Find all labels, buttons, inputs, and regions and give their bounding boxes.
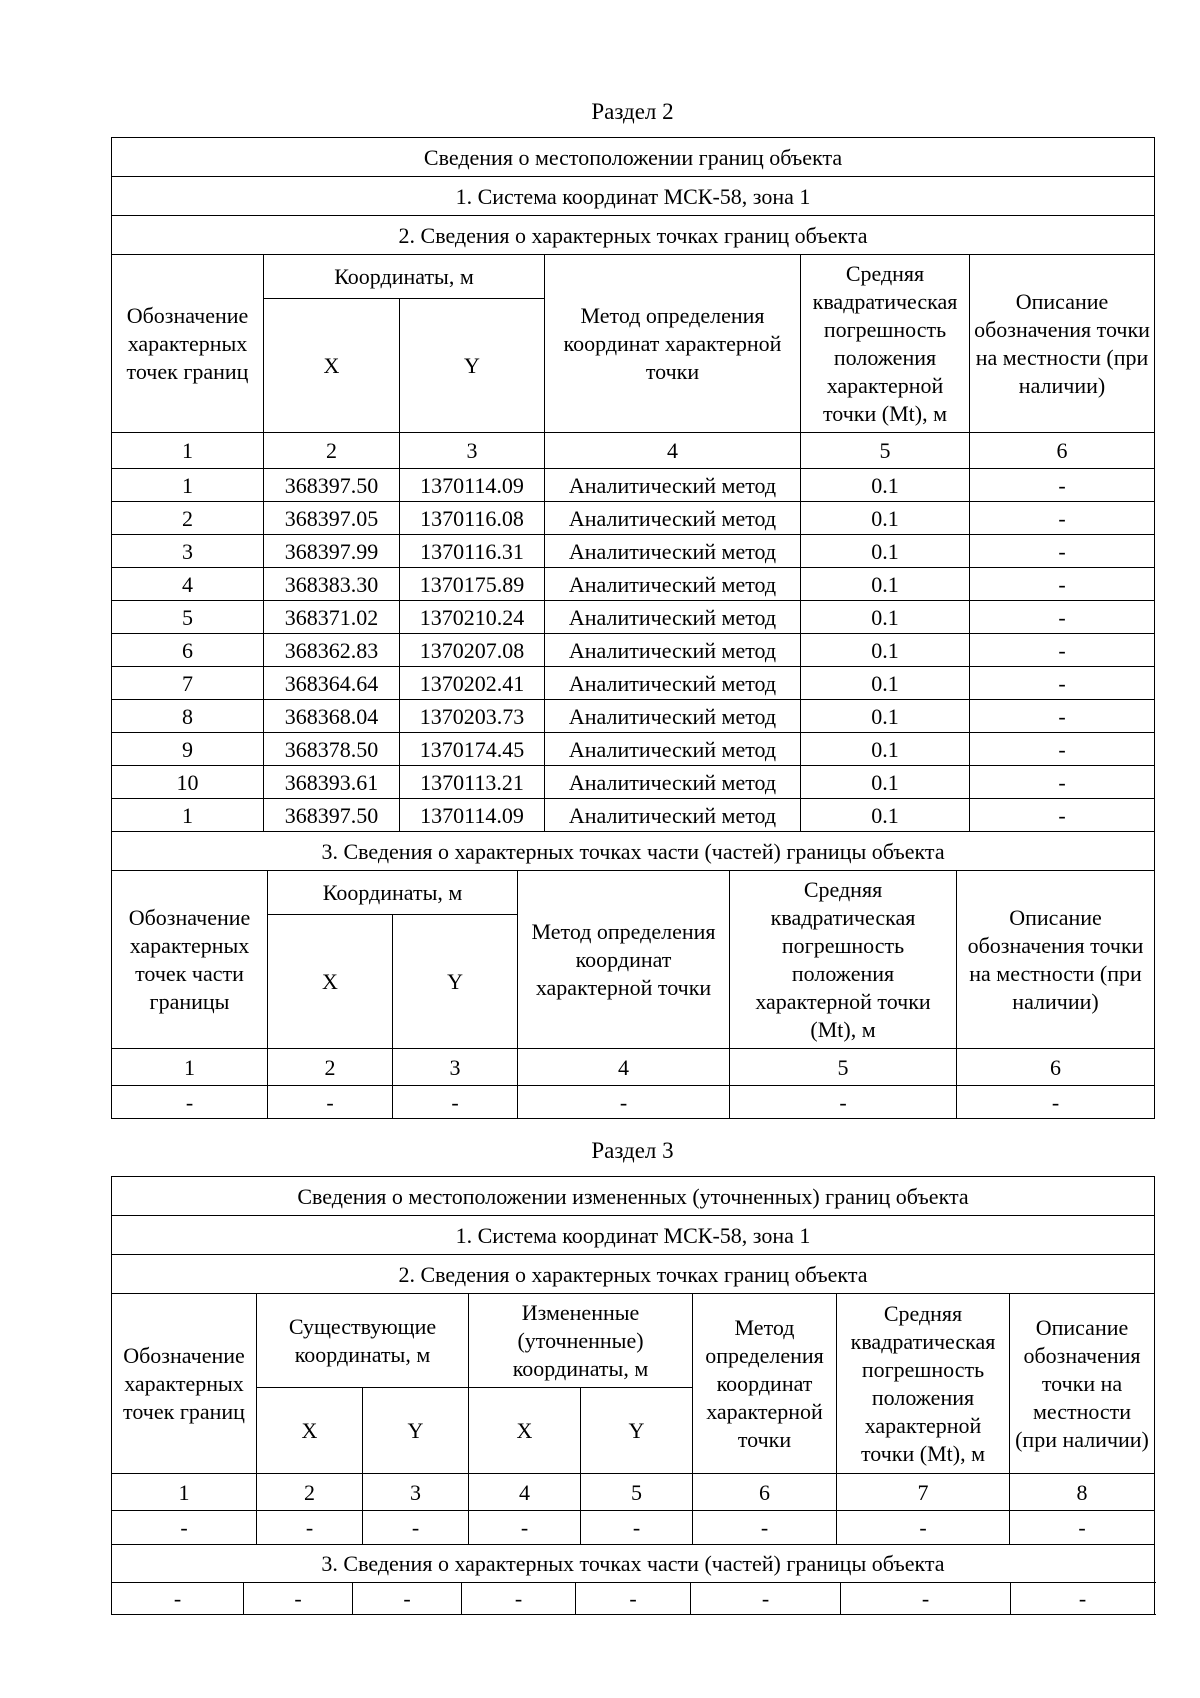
table-cell: 0.1 — [801, 667, 970, 700]
header-accuracy: Средняя квадратическая погрешность положения характерной точки (Mt), м — [801, 255, 970, 433]
header-existing-coordinates: Существующие координаты, м — [257, 1294, 469, 1388]
table-cell: - — [112, 1583, 244, 1615]
col-number: 2 — [257, 1474, 363, 1511]
table-cell: Аналитический метод — [545, 568, 801, 601]
table-cell: 0.1 — [801, 568, 970, 601]
table-cell: - — [353, 1583, 462, 1615]
table-cell: - — [576, 1583, 691, 1615]
col-number: 2 — [264, 433, 400, 469]
parts-header-x: X — [268, 915, 393, 1049]
col-number: 5 — [581, 1474, 693, 1511]
table-cell: - — [112, 1511, 257, 1545]
table-row — [112, 1583, 1155, 1615]
table-row — [112, 1086, 1155, 1119]
section2-title: Раздел 2 — [591, 99, 674, 124]
table-row — [112, 535, 1155, 568]
table-cell: 5 — [112, 601, 264, 634]
col-number: 8 — [1010, 1474, 1155, 1511]
table-cell: - — [730, 1086, 957, 1119]
table-cell: Аналитический метод — [545, 502, 801, 535]
table-cell: Аналитический метод — [545, 733, 801, 766]
table-cell: 0.1 — [801, 700, 970, 733]
col-number: 1 — [112, 433, 264, 469]
table-row — [112, 502, 1155, 535]
table-cell: 1370175.89 — [400, 568, 545, 601]
table-cell: - — [970, 733, 1155, 766]
column-numbers-row — [112, 1474, 1155, 1511]
col-number: 6 — [957, 1049, 1155, 1086]
header-accuracy: Средняя квадратическая погрешность положения характерной точки (Mt), м — [837, 1294, 1010, 1474]
table-cell: Аналитический метод — [545, 535, 801, 568]
parts-header-accuracy: Средняя квадратическая погрешность положения характерной точки (Mt), м — [730, 871, 957, 1049]
table-cell: Аналитический метод — [545, 634, 801, 667]
table-cell: 1370114.09 — [400, 799, 545, 832]
parts-header-coordinates: Координаты, м — [268, 871, 518, 915]
table-cell: 3 — [112, 535, 264, 568]
header-y: Y — [400, 299, 545, 433]
col-number: 4 — [518, 1049, 730, 1086]
table-cell: 368368.04 — [264, 700, 400, 733]
col-number: 6 — [970, 433, 1155, 469]
table-cell: Аналитический метод — [545, 799, 801, 832]
table-cell: 368397.05 — [264, 502, 400, 535]
parts-header-y: Y — [393, 915, 518, 1049]
table-cell: - — [970, 601, 1155, 634]
parts-heading: 3. Сведения о характерных точках части (частей) границы объекта — [112, 1545, 1155, 1583]
table-cell: 368378.50 — [264, 733, 400, 766]
table-cell: 368362.83 — [264, 634, 400, 667]
section2-table — [111, 137, 1155, 871]
table-row — [112, 1511, 1155, 1545]
table-cell: - — [970, 535, 1155, 568]
table-cell: 0.1 — [801, 634, 970, 667]
header-designation: Обозначение характерных точек границ — [112, 1294, 257, 1474]
table-cell: Аналитический метод — [545, 700, 801, 733]
column-numbers-row — [112, 433, 1155, 469]
table-cell: - — [837, 1511, 1010, 1545]
col-number: 1 — [112, 1049, 268, 1086]
table-cell: 0.1 — [801, 469, 970, 502]
table-row — [112, 634, 1155, 667]
section3-table — [111, 1176, 1155, 1583]
header-y-existing: Y — [363, 1388, 469, 1474]
header-description: Описание обозначения точки на местности (при наличии) — [1010, 1294, 1155, 1474]
table-cell: - — [1011, 1583, 1155, 1615]
section2-parts-table — [111, 870, 1155, 1119]
table-cell: Аналитический метод — [545, 766, 801, 799]
points-heading: 2. Сведения о характерных точках границ объекта — [112, 216, 1155, 255]
table-cell: 368397.50 — [264, 799, 400, 832]
header-designation: Обозначение характерных точек границ — [112, 255, 264, 433]
table-cell: - — [581, 1511, 693, 1545]
table-cell: 4 — [112, 568, 264, 601]
table-cell: - — [693, 1511, 837, 1545]
table-cell: 1370210.24 — [400, 601, 545, 634]
table-cell: Аналитический метод — [545, 667, 801, 700]
header-y-changed: Y — [581, 1388, 693, 1474]
col-number: 7 — [837, 1474, 1010, 1511]
col-number: 4 — [469, 1474, 581, 1511]
table-cell: Аналитический метод — [545, 469, 801, 502]
header-x-existing: X — [257, 1388, 363, 1474]
table-cell: 0.1 — [801, 601, 970, 634]
table-cell: - — [518, 1086, 730, 1119]
col-number: 2 — [268, 1049, 393, 1086]
table-cell: - — [257, 1511, 363, 1545]
table-cell: 8 — [112, 700, 264, 733]
points-heading: 2. Сведения о характерных точках границ объекта — [112, 1255, 1155, 1294]
table-cell: - — [970, 502, 1155, 535]
table-cell: 368393.61 — [264, 766, 400, 799]
table-cell: 0.1 — [801, 733, 970, 766]
table-row — [112, 700, 1155, 733]
table-cell: 1370203.73 — [400, 700, 545, 733]
header-x: X — [264, 299, 400, 433]
table-cell: - — [112, 1086, 268, 1119]
table-row — [112, 568, 1155, 601]
table-row — [112, 799, 1155, 832]
parts-header-method: Метод определения координат характерной точки — [518, 871, 730, 1049]
table-cell: - — [970, 634, 1155, 667]
table-row — [112, 667, 1155, 700]
table-cell: - — [970, 568, 1155, 601]
table-cell: - — [970, 667, 1155, 700]
col-number: 4 — [545, 433, 801, 469]
table-cell: 368397.99 — [264, 535, 400, 568]
table-cell: 1370202.41 — [400, 667, 545, 700]
table-cell: - — [970, 469, 1155, 502]
table-cell: 0.1 — [801, 766, 970, 799]
section3-title: Раздел 3 — [591, 1138, 674, 1163]
table-row — [112, 766, 1155, 799]
table-cell: 0.1 — [801, 799, 970, 832]
col-number: 5 — [730, 1049, 957, 1086]
table-cell: 9 — [112, 733, 264, 766]
table-cell: 10 — [112, 766, 264, 799]
col-number: 3 — [363, 1474, 469, 1511]
table-cell: 0.1 — [801, 535, 970, 568]
table-cell: 1370116.31 — [400, 535, 545, 568]
table-cell: - — [841, 1583, 1011, 1615]
table-cell: 368383.30 — [264, 568, 400, 601]
table-row — [112, 469, 1155, 502]
table-row — [112, 601, 1155, 634]
table-cell: 368371.02 — [264, 601, 400, 634]
table-cell: 1370113.21 — [400, 766, 545, 799]
table-cell: - — [469, 1511, 581, 1545]
parts-header-description: Описание обозначения точки на местности (при наличии) — [957, 871, 1155, 1049]
header-description: Описание обозначения точки на местности (при наличии) — [970, 255, 1155, 433]
table-cell: - — [268, 1086, 393, 1119]
table-cell: 7 — [112, 667, 264, 700]
parts-header-designation: Обозначение характерных точек части границы — [112, 871, 268, 1049]
table-cell: Аналитический метод — [545, 601, 801, 634]
table-cell: 0.1 — [801, 502, 970, 535]
table-cell: - — [970, 766, 1155, 799]
col-number: 5 — [801, 433, 970, 469]
table-cell: 368397.50 — [264, 469, 400, 502]
col-number: 1 — [112, 1474, 257, 1511]
table-cell: 368364.64 — [264, 667, 400, 700]
header-changed-coordinates: Измененные (уточненные) координаты, м — [469, 1294, 693, 1388]
table-title: Сведения о местоположении границ объекта — [112, 138, 1155, 177]
table-cell: 6 — [112, 634, 264, 667]
table-cell: 1370114.09 — [400, 469, 545, 502]
table-cell: - — [970, 799, 1155, 832]
col-number: 3 — [400, 433, 545, 469]
header-coordinates: Координаты, м — [264, 255, 545, 299]
parts-heading: 3. Сведения о характерных точках части (частей) границы объекта — [112, 832, 1155, 871]
table-cell: 1 — [112, 799, 264, 832]
header-x-changed: X — [469, 1388, 581, 1474]
section3-parts-table — [111, 1582, 1155, 1615]
table-cell: - — [970, 700, 1155, 733]
table-cell: - — [691, 1583, 841, 1615]
coord-system: 1. Система координат МСК-58, зона 1 — [112, 1216, 1155, 1255]
coord-system: 1. Система координат МСК-58, зона 1 — [112, 177, 1155, 216]
col-number: 3 — [393, 1049, 518, 1086]
table-cell: - — [957, 1086, 1155, 1119]
table-cell: - — [462, 1583, 576, 1615]
col-number: 6 — [693, 1474, 837, 1511]
header-method: Метод определения координат характерной точки — [545, 255, 801, 433]
table-cell: - — [363, 1511, 469, 1545]
table-cell: - — [1010, 1511, 1155, 1545]
table-title: Сведения о местоположении измененных (уточненных) границ объекта — [112, 1177, 1155, 1216]
table-row — [112, 733, 1155, 766]
table-cell: - — [393, 1086, 518, 1119]
table-cell: - — [244, 1583, 353, 1615]
table-cell: 1 — [112, 469, 264, 502]
table-cell: 1370116.08 — [400, 502, 545, 535]
header-method: Метод определения координат характерной точки — [693, 1294, 837, 1474]
table-cell: 1370207.08 — [400, 634, 545, 667]
parts-column-numbers-row — [112, 1049, 1155, 1086]
table-cell: 1370174.45 — [400, 733, 545, 766]
table-cell: 2 — [112, 502, 264, 535]
